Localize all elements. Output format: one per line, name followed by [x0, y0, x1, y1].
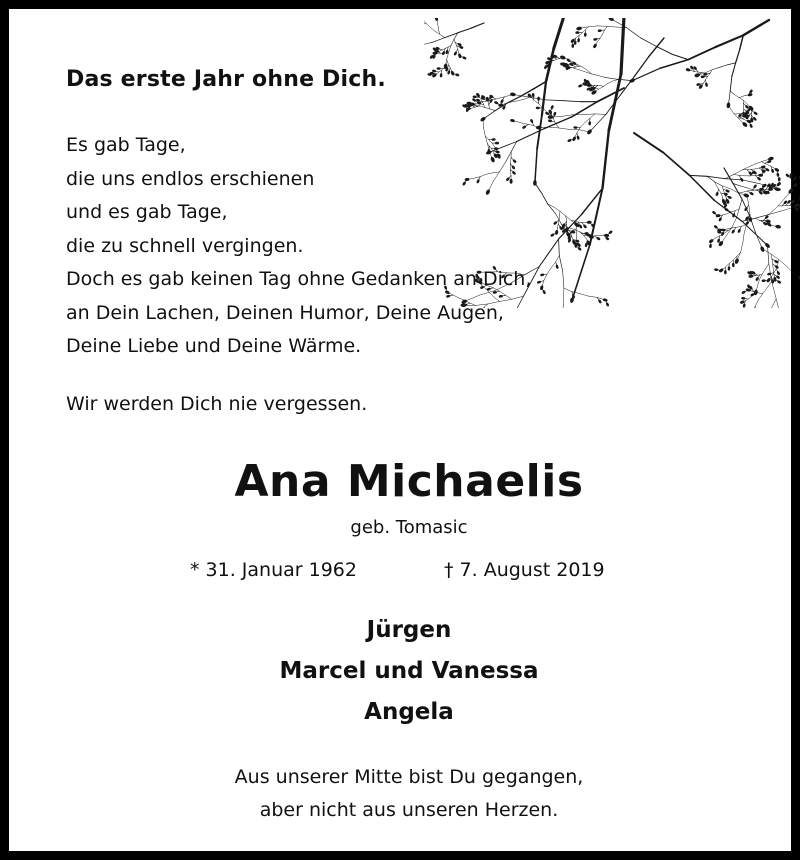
closing-line: Wir werden Dich nie vergessen.	[66, 393, 368, 415]
mourner-name: Marcel und Vanessa	[279, 658, 539, 684]
farewell-text	[9, 761, 800, 827]
poem-line: an Dein Lachen, Deinen Humor, Deine Augen,	[66, 301, 504, 324]
poem-line: und es gab Tage,	[66, 201, 228, 223]
poem-line: Doch es gab keinen Tag ohne Gedanken an Dich,	[66, 268, 532, 290]
poem-line: Es gab Tage,	[66, 134, 186, 156]
mourners-list	[9, 610, 800, 733]
deceased-name: Ana Michaelis	[234, 456, 584, 507]
heading: Das erste Jahr ohne Dich.	[66, 67, 386, 92]
birth-name: geb. Tomasic	[350, 517, 468, 538]
farewell-line: Aus unserer Mitte bist Du gegangen,	[234, 766, 584, 788]
poem-line: die zu schnell vergingen.	[66, 234, 304, 257]
death-date: † 7. August 2019	[444, 559, 605, 581]
farewell-line: aber nicht aus unseren Herzen.	[259, 799, 559, 821]
poem	[66, 129, 531, 364]
mourner-name: Jürgen	[366, 617, 452, 643]
poem-line: die uns endlos erschienen	[66, 167, 315, 190]
birth-date: * 31. Januar 1962	[190, 559, 357, 581]
poem-line: Deine Liebe und Deine Wärme.	[66, 335, 362, 357]
mourner-name: Angela	[364, 699, 454, 725]
